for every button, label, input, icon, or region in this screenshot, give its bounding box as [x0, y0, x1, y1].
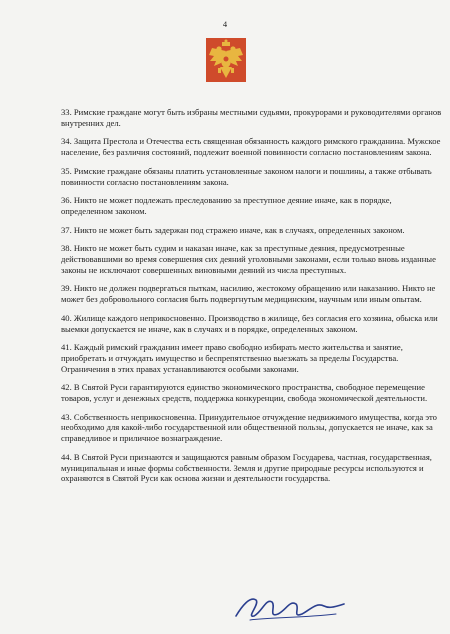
article-paragraph: 41. Каждый римский гражданин имеет право свободно избирать место жительства и занятие, приобретать и отчуждать имущество и беспрепятственно выезжать за пределы Государства. Ограничения в этих правах устанавливаются особыми законами.	[61, 342, 403, 374]
article-paragraph: 37. Никто не может быть задержан под стражею иначе, как в случаях, определенных законом.	[61, 224, 405, 235]
article-paragraph: 43. Собственность неприкосновенна. Принудительное отчуждение недвижимого имущества, когда это необходимо для какой-либо государственной или общественной пользы, допускается не иначе, как за справедливое и приличное вознаграждение.	[61, 411, 437, 444]
article-paragraph: 33. Римские граждане могут быть избраны местными судьями, прокурорами и руководителями органов внутренних дел.	[61, 107, 442, 128]
article-paragraph: 44. В Святой Руси признаются и защищаются равным образом Государева, частная, государственная, муниципальная и иные формы собственности. Земля и другие природные ресурсы используются и охраняются в Святой Руси как основа жизни и деятельности государства.	[61, 451, 432, 484]
double-headed-eagle-icon	[206, 38, 246, 82]
article-paragraph: 40. Жилище каждого неприкосновенно. Производство в жилище, без согласия его хозяина, обыска или выемки допускается не иначе, как в случаях и в порядке, определенных законом.	[61, 312, 438, 334]
article-paragraph: 38. Никто не может быть судим и наказан иначе, как за преступные деяния, предусмотренные действовавшими во время совершения сих деяний уголовными законами, если только вновь изданные законы не исключают совершенных виновными деяний из числа преступных.	[61, 243, 436, 275]
article-paragraph: 35. Римские граждане обязаны платить установленные законом налоги и пошлины, а также отбывать повинности согласно постановлениям закона.	[61, 165, 432, 187]
article-paragraph: 42. В Святой Руси гарантируются единство экономического пространства, свободное перемещение товаров, услуг и денежных средств, поддержка конкуренции, свобода экономической деятельности.	[61, 382, 428, 404]
handwritten-signature	[232, 590, 352, 624]
articles-list	[61, 107, 443, 492]
article-paragraph: 36. Никто не может подлежать преследованию за преступное деяние иначе, как в порядке, определенном законом.	[61, 195, 392, 216]
article-paragraph: 39. Никто не должен подвергаться пыткам, насилию, жестокому обращению или наказанию. Никто не может без добровольного согласия быть подвергнутым медицинским, научным или иным опытам.	[61, 283, 436, 305]
article-paragraph: 34. Защита Престола и Отечества есть священная обязанность каждого римского гражданина. Мужское население, без различия состояний, подлежит военной повинности согласно постановлениям закона.	[61, 136, 441, 158]
page-number: 4	[222, 19, 228, 29]
